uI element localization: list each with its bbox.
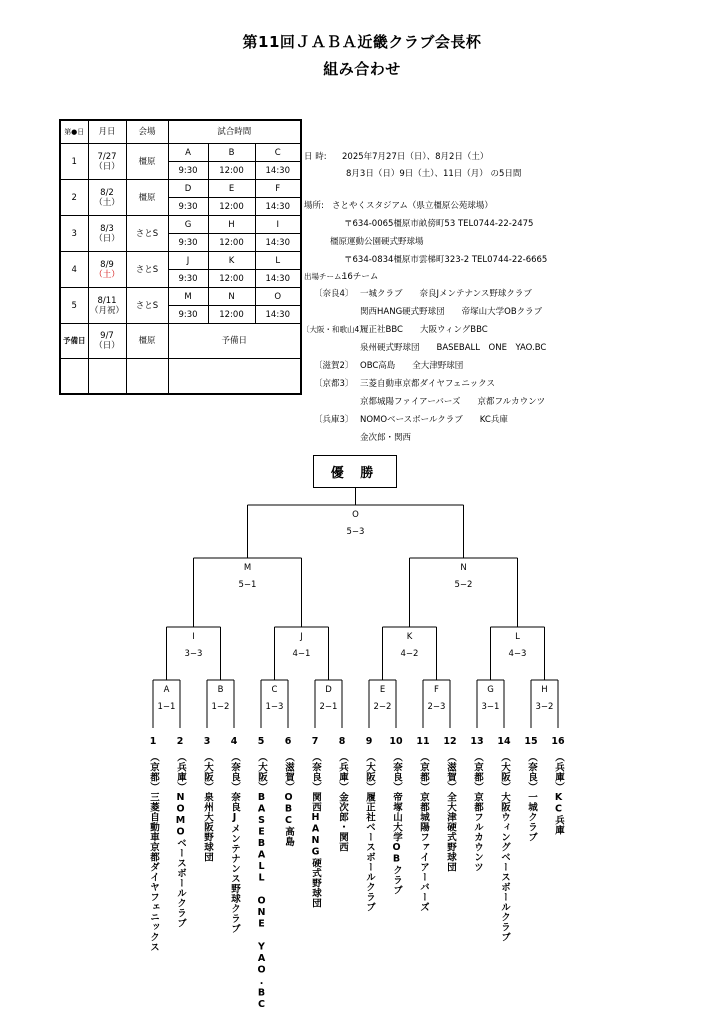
game-score: 3−1 [481, 702, 500, 712]
game-label: O [352, 510, 359, 520]
page-title: 第11回ＪＡＢＡ近畿クラブ会長杯 [242, 33, 482, 51]
game-label: L [515, 632, 520, 642]
dates-line-2: 8月3日（日）9日（土）、11日（月） の5日間 [346, 169, 522, 179]
venue-label: 場所: [304, 201, 324, 211]
venue-2: 橿原運動公園硬式野球場 [330, 237, 424, 247]
team-seed: 12 [443, 736, 457, 747]
game-label: E [379, 685, 386, 695]
time-cell: 14:30 [255, 162, 301, 180]
game-score: 5−2 [454, 580, 473, 590]
game-label: F [434, 685, 439, 695]
group-pref: 〔大阪・和歌山4〕 [302, 325, 367, 334]
game-label: K [406, 632, 413, 642]
game-label: B [217, 685, 224, 695]
group-line: 金次郎・関西 [360, 433, 412, 443]
game-cell: B [208, 144, 255, 162]
team-seed: 14 [497, 736, 511, 747]
dates-label: 日 時: [304, 152, 327, 162]
game-cell: C [255, 144, 301, 162]
game-score: 4−2 [400, 649, 419, 659]
header-date: 月日 [88, 120, 126, 144]
venue-1-address: 〒634-0065橿原市畝傍町53 TEL0744-22-2475 [344, 219, 534, 229]
game-cell: M [168, 288, 208, 306]
game-score: 4−1 [292, 649, 311, 659]
day-cell: 4 [60, 252, 88, 288]
team-seed: 4 [230, 736, 238, 747]
team-name: （奈良）一城クラブ [526, 752, 537, 842]
group-line: 京都城陽ファイアーバーズ 京都フルカウンツ [360, 397, 546, 407]
game-score: 1−3 [265, 702, 284, 712]
team-seed: 9 [365, 736, 373, 747]
game-label: G [487, 685, 494, 695]
time-cell: 14:30 [255, 198, 301, 216]
game-score: 2−1 [319, 702, 338, 712]
team-name: （京都）三菱自動車京都ダイヤフェニックス [148, 752, 159, 952]
date-cell: 8/11 （月祝） [88, 288, 126, 324]
group-pref: 〔奈良4〕 [314, 289, 354, 299]
time-cell: 12:00 [208, 234, 255, 252]
game-score: 3−3 [184, 649, 203, 659]
team-name: （大阪）BASEBALL ONE YAO.BC [256, 752, 267, 1011]
game-label: D [325, 685, 332, 695]
time-cell: 9:30 [168, 234, 208, 252]
time-cell: 12:00 [208, 306, 255, 324]
game-score: 1−1 [157, 702, 176, 712]
time-cell: 12:00 [208, 198, 255, 216]
team-name: （京都）京都城陽ファイアーバーズ [418, 752, 429, 912]
day-cell: 3 [60, 216, 88, 252]
team-name: （大阪）履正社ベースボールクラブ [364, 752, 375, 912]
game-cell: G [168, 216, 208, 234]
game-score: 5−3 [346, 527, 365, 537]
time-cell: 14:30 [255, 306, 301, 324]
time-cell: 12:00 [208, 270, 255, 288]
group-line: NOMOベースボールクラブ KC兵庫 [360, 415, 508, 425]
game-cell: D [168, 180, 208, 198]
game-label: J [300, 632, 303, 642]
teams-label: 出場チーム: [304, 272, 345, 281]
group-line: 関西HANG硬式野球団 帝塚山大学OBクラブ [360, 307, 543, 317]
page-subtitle: 組み合わせ [323, 60, 401, 78]
venue-cell: さとS [126, 252, 168, 288]
teams-count: 16チーム [342, 272, 379, 282]
team-seed: 8 [338, 736, 346, 747]
group-line: 三菱自動車京都ダイヤフェニックス [360, 379, 495, 389]
date-cell: 8/9 （土） [88, 252, 126, 288]
game-cell: I [255, 216, 301, 234]
group-pref: 〔京都3〕 [314, 379, 354, 389]
team-name: （滋賀）OBC高島 [283, 752, 294, 847]
team-name: （大阪）泉州大阪野球団 [202, 752, 213, 862]
time-cell: 14:30 [255, 270, 301, 288]
game-score: 5−1 [238, 580, 257, 590]
date-cell: 7/27 （日） [88, 144, 126, 180]
team-name: （兵庫）KC兵庫 [553, 752, 564, 835]
team-name: （京都）京都フルカウンツ [472, 752, 483, 872]
game-cell: H [208, 216, 255, 234]
team-seed: 5 [257, 736, 265, 747]
venue-cell: さとS [126, 216, 168, 252]
game-cell: O [255, 288, 301, 306]
champion-box: 優 勝 [313, 455, 397, 488]
reserve-venue-cell: 橿原 [126, 324, 168, 359]
game-cell: L [255, 252, 301, 270]
team-seed: 6 [284, 736, 292, 747]
game-score: 3−2 [535, 702, 554, 712]
game-label: M [243, 563, 252, 573]
group-line: 履正社BBC 大阪ウィングBBC [360, 325, 488, 335]
team-seed: 1 [149, 736, 157, 747]
team-seed: 13 [470, 736, 484, 747]
time-cell: 9:30 [168, 306, 208, 324]
day-cell: 5 [60, 288, 88, 324]
dates-line-1: 2025年7月27日（日）、8月2日（土） [342, 152, 489, 162]
team-seed: 7 [311, 736, 319, 747]
game-label: I [192, 632, 195, 642]
reserve-label-cell: 予備日 [168, 324, 301, 359]
header-venue: 会場 [126, 120, 168, 144]
time-cell: 9:30 [168, 198, 208, 216]
group-line: OBC高島 全大津野球団 [360, 361, 464, 371]
team-name: （大阪）大阪ウィングベースボールクラブ [499, 752, 510, 942]
team-seed: 15 [524, 736, 538, 747]
venue-cell: さとS [126, 288, 168, 324]
date-cell: 8/3 （日） [88, 216, 126, 252]
team-name: （奈良）関西HANG硬式野球団 [310, 752, 321, 908]
venue-2-address: 〒634-0834橿原市雲梯町323-2 TEL0744-22-6665 [344, 255, 548, 265]
time-cell: 9:30 [168, 270, 208, 288]
header-day: 第●日 [60, 120, 88, 144]
team-seed: 3 [203, 736, 211, 747]
date-cell: 8/2 （土） [88, 180, 126, 216]
time-cell: 12:00 [208, 162, 255, 180]
team-name: （奈良）帝塚山大学OBクラブ [391, 752, 402, 895]
team-seed: 10 [389, 736, 403, 747]
venue-1: さとやくスタジアム（県立橿原公苑球場） [332, 201, 493, 211]
game-cell: N [208, 288, 255, 306]
game-label: H [541, 685, 548, 695]
game-cell: E [208, 180, 255, 198]
team-seed: 2 [176, 736, 184, 747]
team-name: （奈良）奈良Jメンテナンス野球クラブ [229, 752, 240, 934]
team-name: （兵庫）NOMOベースボールクラブ [175, 752, 186, 928]
reserve-day-cell: 予備日 [60, 324, 88, 359]
team-name: （滋賀）全大津硬式野球団 [445, 752, 456, 872]
time-cell: 14:30 [255, 234, 301, 252]
header-times: 試合時間 [168, 120, 301, 144]
group-pref: 〔滋賀2〕 [314, 361, 354, 371]
game-score: 2−2 [373, 702, 392, 712]
team-seed: 11 [416, 736, 430, 747]
reserve-date-cell: 9/7 （日） [88, 324, 126, 359]
game-cell: J [168, 252, 208, 270]
team-seed: 16 [551, 736, 565, 747]
game-cell: A [168, 144, 208, 162]
team-name: （兵庫）金次郎・関西 [337, 752, 348, 852]
group-line: 一城クラブ 奈良Jメンテナンス野球クラブ [360, 289, 532, 299]
game-cell: F [255, 180, 301, 198]
game-label: C [271, 685, 278, 695]
time-cell: 9:30 [168, 162, 208, 180]
group-line: 泉州硬式野球団 BASEBALL ONE YAO.BC [360, 343, 547, 353]
venue-cell: 橿原 [126, 144, 168, 180]
game-cell: K [208, 252, 255, 270]
game-score: 4−3 [508, 649, 527, 659]
game-score: 2−3 [427, 702, 446, 712]
group-pref: 〔兵庫3〕 [314, 415, 354, 425]
game-label: A [163, 685, 170, 695]
venue-cell: 橿原 [126, 180, 168, 216]
day-cell: 2 [60, 180, 88, 216]
game-score: 1−2 [211, 702, 230, 712]
game-label: N [460, 563, 467, 573]
day-cell: 1 [60, 144, 88, 180]
